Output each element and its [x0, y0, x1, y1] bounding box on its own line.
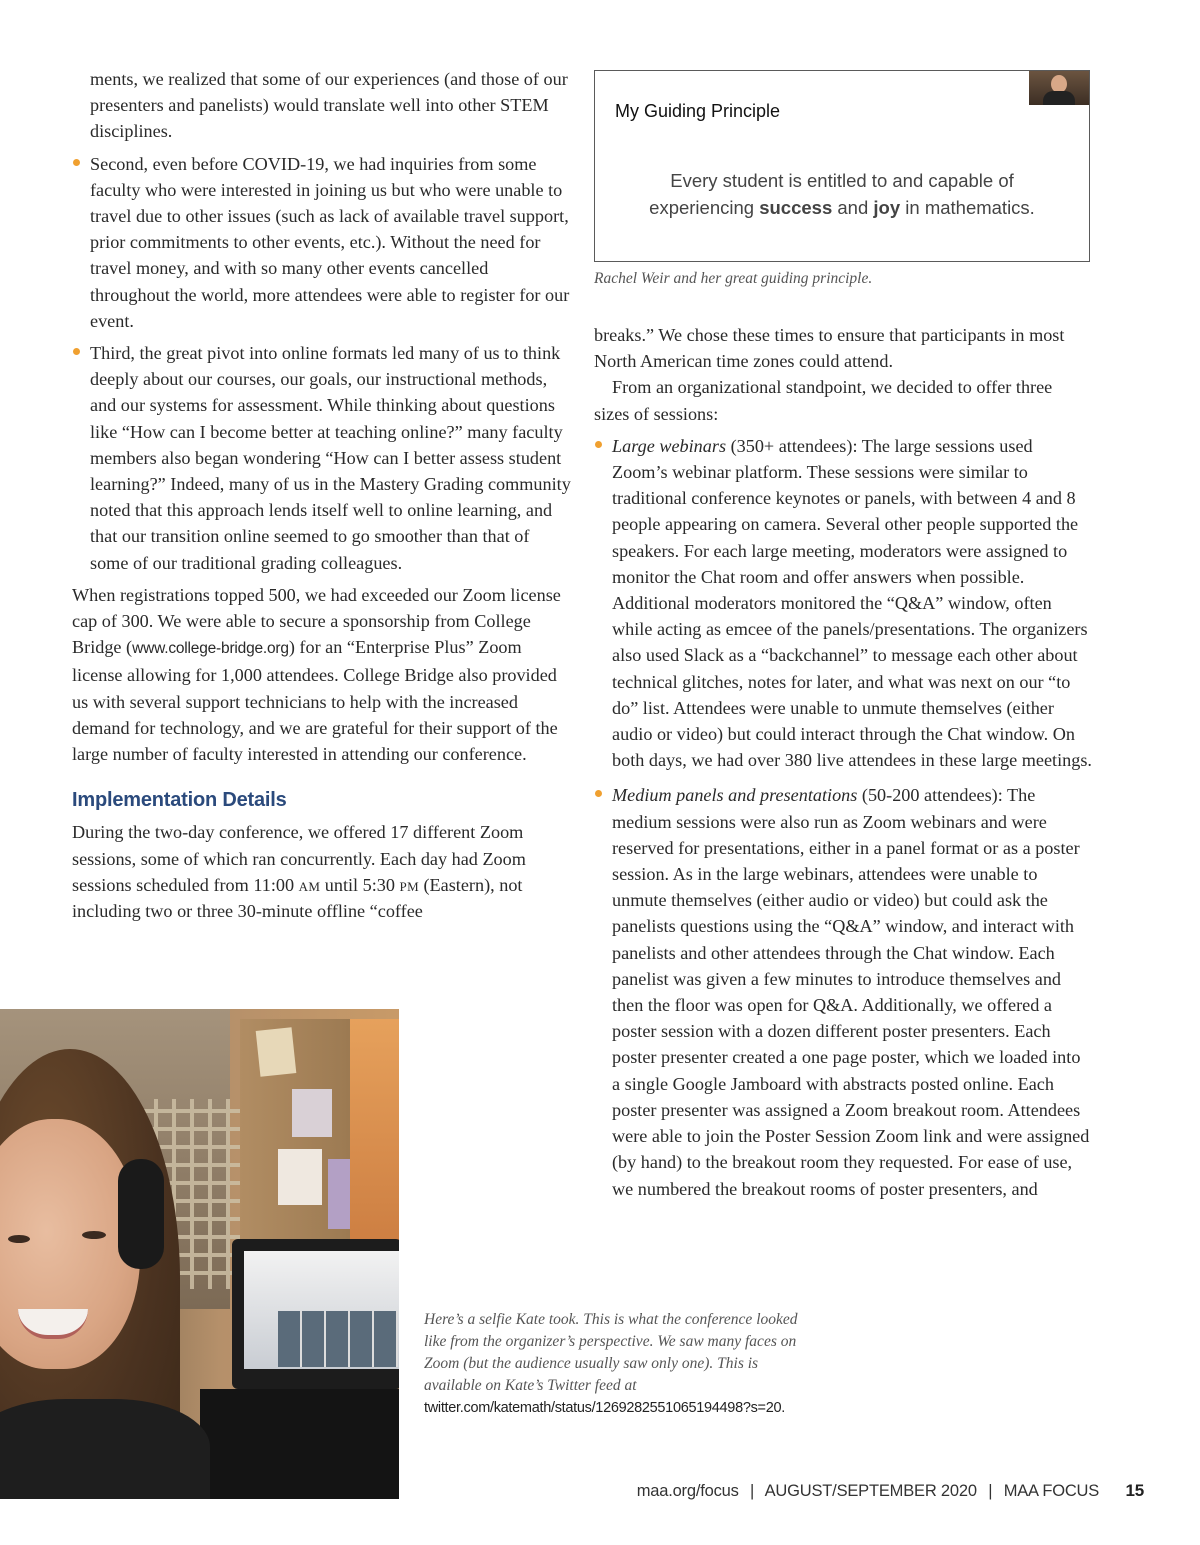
- text-run: until 5:30: [320, 874, 400, 895]
- slide-title: My Guiding Principle: [615, 101, 781, 121]
- webcam-body: [1043, 91, 1075, 105]
- list-text: (50-200 attendees): The medium sessions were also run as Zoom webinars and were reserved for presentations, either in a panel format or as a poster session. As in the large webinars, attendees were unable to unmute themselves (either audio or video) but could ask the panelists questions using the “Q&A” window, and interact with panelists and other attendees through the Chat window. Each panelist was given a few minutes to introduce themselves and then the floor was open for Q&A. Additionally, we offered a poster session with a dozen different poster presenters. Each poster presenter created a one page poster, which we loaded into a single Google Jamboard with abstracts posted online. Each poster presenter was assigned a Zoom breakout room. Attendees were able to join the Poster Session Zoom link and were assigned (by hand) to the breakout room they requested. For ease of use, we numbered the breakout rooms of poster presenters, and: [612, 785, 1090, 1199]
- webcam-thumbnail: [1029, 71, 1089, 105]
- time-am: am: [298, 874, 321, 895]
- text-run: ) for an “Enterprise Plus” Zoom license allowing for 1,000 attendees. College Bridge also provided us with several support technicians to help with the increased demand for technology, and we are grateful for their support of the large number of faculty interested in attending our conference.: [72, 637, 558, 765]
- paragraph-implementation: [72, 819, 572, 924]
- guiding-principle-slide: [594, 70, 1090, 262]
- footer-magazine: MAA FOCUS: [1003, 1482, 1100, 1500]
- slide-line-2: [595, 194, 1089, 221]
- photo-caption: [424, 1309, 804, 1419]
- photo-eye: [82, 1231, 106, 1239]
- slide-caption: Rachel Weir and her great guiding principle.: [594, 270, 873, 287]
- text-run: During the two-day conference, we offered 17 different Zoom sessions, some of which ran concurrently. Each day had Zoom sessions scheduled from 11:00: [72, 822, 526, 895]
- page-footer: [637, 1481, 1144, 1501]
- text-run: experiencing: [649, 197, 760, 218]
- photo-poster: [292, 1089, 332, 1137]
- photo-keyboard: [200, 1389, 399, 1499]
- text-run: When registrations topped 500, we had exceeded our Zoom license cap of 300. We were able to secure a sponsorship from College Bridge (: [72, 584, 561, 658]
- list-text: (350+ attendees): The large sessions used Zoom’s webinar platform. These sessions were similar to traditional conference keynotes or panels, with between 4 and 8 people appearing on camera. Several other people supported the speakers. For each large meeting, moderators were assigned to monitor the Chat room and offer answers when possible. Additional moderators monitored the “Q&A” window, often while acting as emcee of the panels/presentations. The organizers also used Slack as a “backchannel” to message each other about technical glitches, notes for later, and what was next on our “to do” list. Attendees were unable to unmute themselves (either audio or video) but could interact through the Chat window. On both days, we had over 380 live attendees in these large meetings.: [612, 435, 1092, 771]
- footer-separator: |: [988, 1482, 993, 1500]
- text-run: and: [832, 197, 874, 218]
- photo-poster: [256, 1027, 297, 1077]
- laptop-screen: [244, 1251, 399, 1369]
- photo-eye: [8, 1235, 30, 1243]
- paragraph-organizational: From an organizational standpoint, we decided to offer three sizes of sessions:: [594, 377, 1053, 424]
- list-item: Second, even before COVID-19, we had inquiries from some faculty who were interested in joining us but who were unable to travel due to other issues (such as lack of available travel support, prior commitments to other events, etc.). Without the need for travel money, and with so many other events cancelled throughout the world, more attendees were able to register for our event.: [72, 151, 572, 334]
- slide-body: [595, 167, 1089, 221]
- selfie-photo: [0, 1009, 399, 1499]
- slide-line-1: Every student is entitled to and capable of: [670, 170, 1014, 191]
- time-pm: pm: [399, 874, 419, 895]
- list-term: Medium panels and presentations: [612, 785, 858, 806]
- list-item: [594, 782, 1092, 1201]
- text-run: (Eastern), not including two or three 30-minute offline “coffee: [72, 874, 523, 922]
- right-column: [594, 322, 1092, 1202]
- left-bullet-list: [72, 66, 572, 576]
- footer-site-link[interactable]: maa.org/focus: [636, 1482, 739, 1500]
- twitter-link[interactable]: twitter.com/katemath/status/1269282551065194498?s=20.: [424, 1400, 785, 1416]
- headphones-icon: [118, 1159, 164, 1269]
- list-item: Third, the great pivot into online formats led many of us to think deeply about our courses, our goals, our instructional methods, and our systems for assessment. While thinking about questions like “How can I become better at teaching online?” many faculty members also began wondering “How can I better assess student learning?” Indeed, many of us in the Mastery Grading community noted that this approach lends itself well to online learning, and that our transition online seemed to go smoother than that of some of our traditional grading colleagues.: [72, 340, 572, 576]
- page-number: 15: [1125, 1481, 1144, 1500]
- left-column: [72, 66, 572, 924]
- footer-issue: AUGUST/SEPTEMBER 2020: [764, 1482, 977, 1500]
- list-term: Large webinars: [612, 435, 727, 456]
- caption-text: Here’s a selfie Kate took. This is what the conference looked like from the organizer’s perspective. We saw many faces on Zoom (but the audience usually saw only one). This is available on Kate’s Twitter feed at: [424, 1311, 798, 1394]
- photo-shirt: [0, 1399, 210, 1499]
- footer-separator: |: [750, 1482, 755, 1500]
- list-item: ments, we realized that some of our experiences (and those of our presenters and panelists) would translate well into other STEM disciplines.: [90, 69, 568, 142]
- bold-word: joy: [873, 197, 901, 218]
- photo-poster: [278, 1149, 322, 1205]
- zoom-gallery-grid: [278, 1311, 398, 1367]
- right-bullet-list: [594, 433, 1092, 1202]
- college-bridge-link[interactable]: www.college-bridge.org: [132, 640, 289, 658]
- paragraph-registrations: [72, 582, 572, 767]
- text-run: in mathematics.: [900, 197, 1035, 218]
- photo-laptop: [232, 1239, 399, 1389]
- paragraph-breaks: breaks.” We chose these times to ensure that participants in most North American time zones could attend.: [594, 325, 1065, 372]
- section-heading: Implementation Details: [72, 789, 287, 812]
- bold-word: success: [759, 197, 833, 218]
- list-item: [594, 433, 1092, 774]
